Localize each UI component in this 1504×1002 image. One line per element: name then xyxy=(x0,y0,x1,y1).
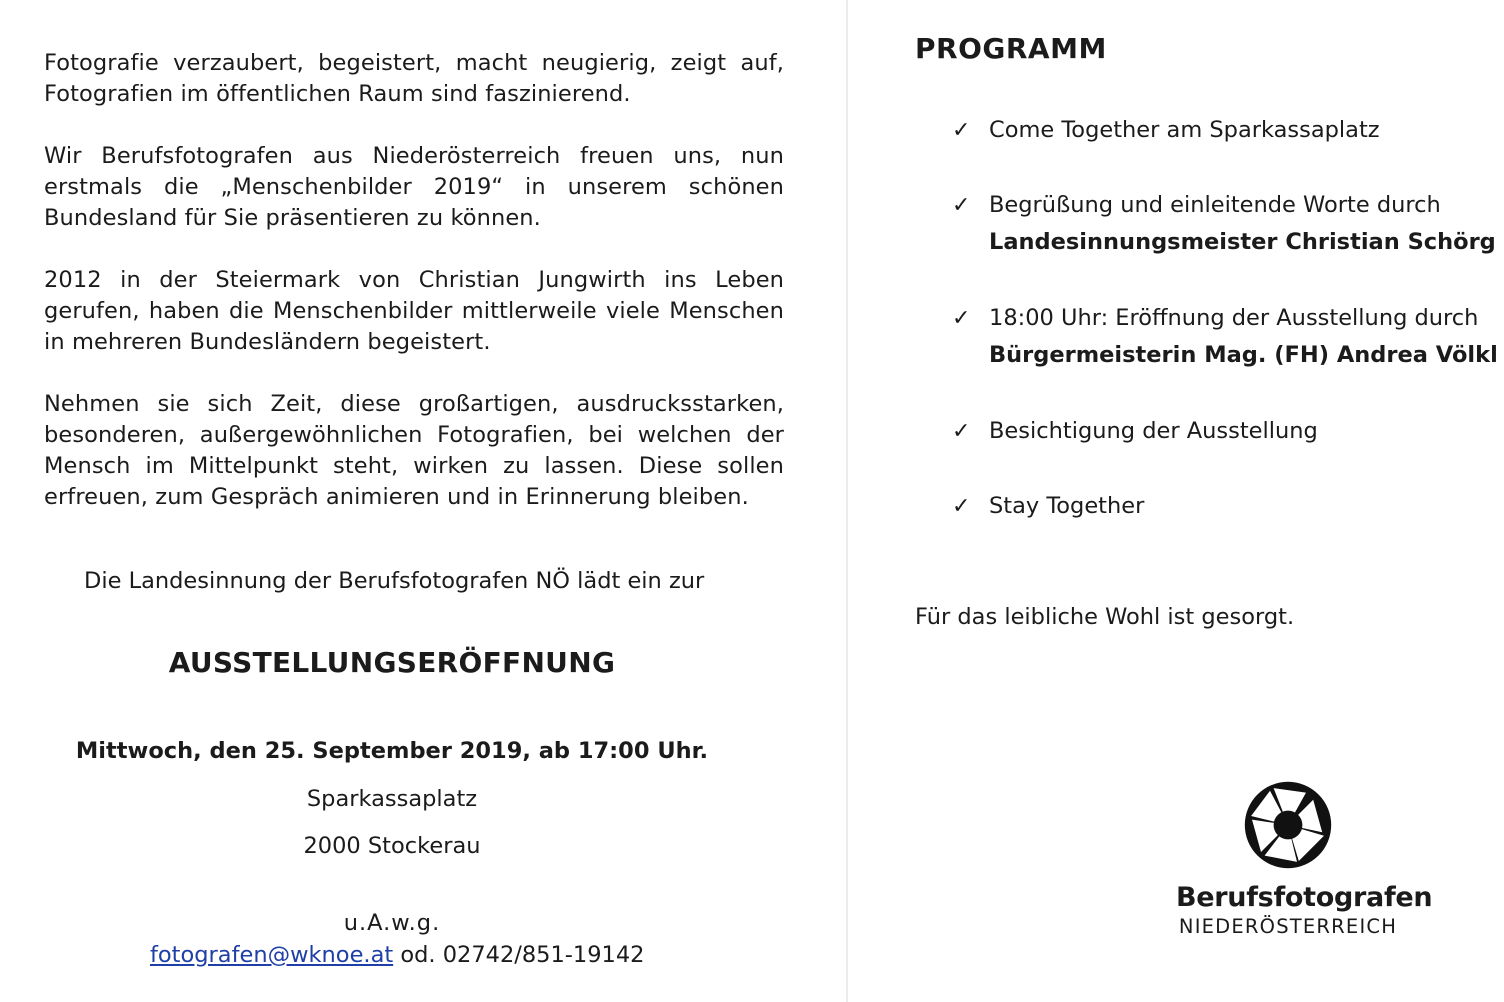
invitation-line: Die Landesinnung der Berufsfotografen NÖ lädt ein zur xyxy=(84,568,705,594)
programm-item xyxy=(952,187,1496,261)
phone-number: od. 02742/851-19142 xyxy=(393,942,645,968)
programm-item xyxy=(952,300,1498,374)
rsvp-note: u.A.w.g. xyxy=(343,910,441,936)
event-place: Sparkassaplatz xyxy=(306,786,478,812)
brand-logo xyxy=(1176,780,1433,938)
event-city: 2000 Stockerau xyxy=(303,833,481,859)
programm-item-text: Stay Together xyxy=(989,493,1145,519)
checkmark-icon: ✓ xyxy=(952,193,971,218)
checkmark-icon: ✓ xyxy=(952,306,971,331)
programm-item xyxy=(952,413,1318,450)
programm-item-text: Besichtigung der Ausstellung xyxy=(989,418,1318,444)
catering-note: Für das leibliche Wohl ist gesorgt. xyxy=(915,604,1295,630)
programm-item xyxy=(952,488,1144,525)
intro-paragraph-2: Wir Berufsfotografen aus Niederösterreich freuen uns, nun erstmals die „Menschenbilder 2019“ in unserem schönen Bundesland für Sie präsentieren zu können. xyxy=(44,143,784,231)
checkmark-icon: ✓ xyxy=(952,494,971,519)
brand-name: Berufsfotografen xyxy=(1176,882,1433,913)
programm-item xyxy=(952,112,1380,149)
programm-title: PROGRAMM xyxy=(915,32,1107,65)
intro-paragraph-3: 2012 in der Steiermark von Christian Jungwirth ins Leben gerufen, haben die Menschenbilder mittlerweile viele Menschen in mehreren Bundesländern begeistert. xyxy=(44,267,784,355)
page-fold xyxy=(846,0,848,1002)
event-title: AUSSTELLUNGSERÖFFNUNG xyxy=(168,646,616,679)
intro-paragraph-4: Nehmen sie sich Zeit, diese großartigen, ausdrucksstarken, besonderen, außergewöhnlichen Fotografien, bei welchen der Mensch im Mittelpunkt steht, wirken zu lassen. Diese sollen erfreuen, zum Gespräch animieren und in Erinnerung bleiben. xyxy=(44,391,784,510)
programm-item-text: Come Together am Sparkassaplatz xyxy=(989,117,1380,143)
camera-aperture-icon xyxy=(1243,780,1333,870)
programm-item-text: 18:00 Uhr: Eröffnung der Ausstellung durch xyxy=(989,305,1479,331)
checkmark-icon: ✓ xyxy=(952,118,971,143)
email-link[interactable]: fotografen@wknoe.at xyxy=(150,942,394,968)
checkmark-icon: ✓ xyxy=(952,419,971,444)
event-date: Mittwoch, den 25. September 2019, ab 17:00 Uhr. xyxy=(75,738,709,764)
programm-item-speaker: Bürgermeisterin Mag. (FH) Andrea Völkl xyxy=(989,342,1498,368)
intro-text xyxy=(44,48,784,544)
contact-line xyxy=(150,942,645,968)
programm-item-text: Begrüßung und einleitende Worte durch xyxy=(989,192,1441,218)
brand-region: NIEDERÖSTERREICH xyxy=(1178,915,1398,938)
programm-item-speaker: Landesinnungsmeister Christian Schörg xyxy=(989,229,1496,255)
intro-paragraph-1: Fotografie verzaubert, begeistert, macht neugierig, zeigt auf, Fotografien im öffentlichen Raum sind faszinierend. xyxy=(44,50,784,107)
